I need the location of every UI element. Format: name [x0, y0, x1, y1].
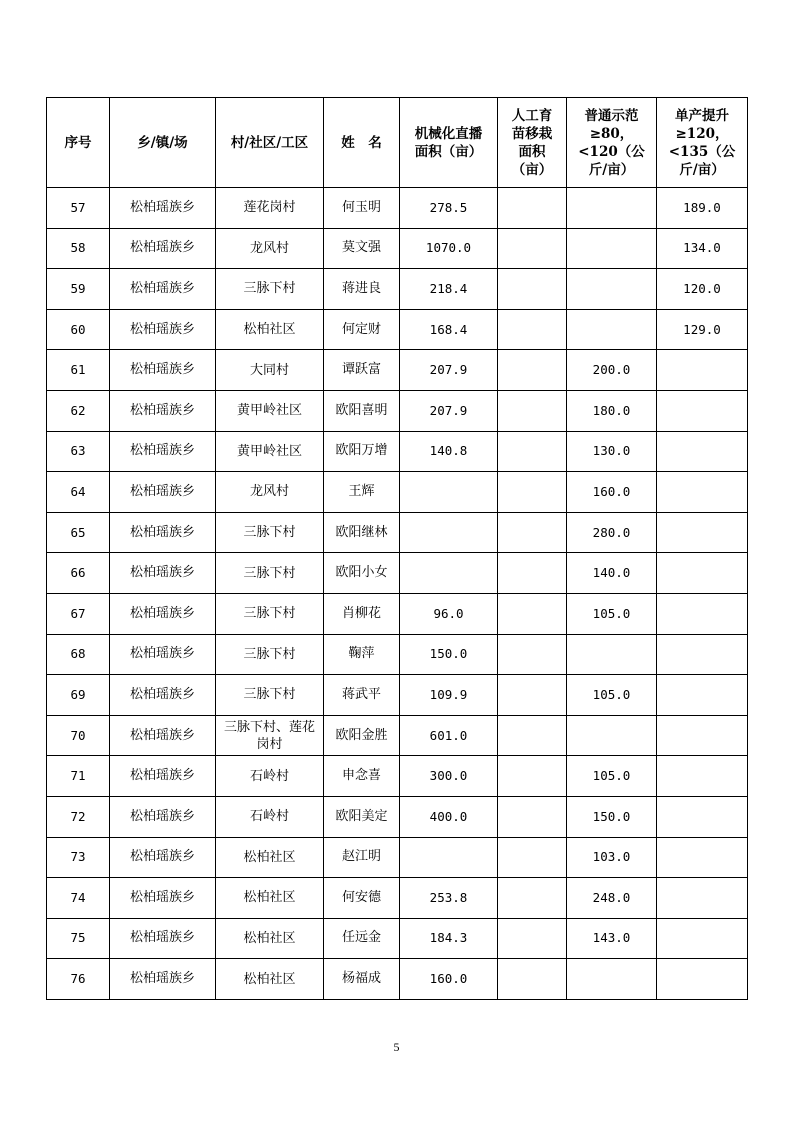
cell-standard-demo	[567, 959, 657, 1000]
cell-transplant-area	[498, 309, 567, 350]
table-row	[47, 390, 748, 431]
cell-mechanized-area: 400.0	[400, 796, 498, 837]
cell-standard-demo: 200.0	[567, 350, 657, 391]
cell-mechanized-area	[400, 512, 498, 553]
cell-transplant-area	[498, 837, 567, 878]
cell-township: 松柏瑶族乡	[110, 593, 216, 634]
cell-transplant-area	[498, 553, 567, 594]
cell-township: 松柏瑶族乡	[110, 959, 216, 1000]
cell-standard-demo: 143.0	[567, 918, 657, 959]
cell-name: 王辉	[324, 472, 400, 513]
cell-standard-demo: 160.0	[567, 472, 657, 513]
cell-index: 64	[47, 472, 110, 513]
cell-yield-increase	[657, 472, 748, 513]
header-standard-demo: 普通示范≥80，<120（公斤/亩）	[567, 98, 657, 188]
cell-mechanized-area: 168.4	[400, 309, 498, 350]
cell-transplant-area	[498, 228, 567, 269]
cell-yield-increase	[657, 512, 748, 553]
cell-index: 59	[47, 269, 110, 310]
header-transplant-area: 人工育苗移栽面积（亩）	[498, 98, 567, 188]
cell-township: 松柏瑶族乡	[110, 918, 216, 959]
cell-name: 欧阳小女	[324, 553, 400, 594]
cell-yield-increase: 134.0	[657, 228, 748, 269]
table-row	[47, 593, 748, 634]
cell-standard-demo: 248.0	[567, 878, 657, 919]
cell-mechanized-area	[400, 553, 498, 594]
cell-mechanized-area: 150.0	[400, 634, 498, 675]
cell-name: 蒋武平	[324, 675, 400, 716]
cell-index: 68	[47, 634, 110, 675]
cell-index: 63	[47, 431, 110, 472]
cell-mechanized-area: 278.5	[400, 188, 498, 229]
cell-village: 三脉下村	[216, 675, 324, 716]
cell-village: 松柏社区	[216, 959, 324, 1000]
table-row	[47, 553, 748, 594]
table-row	[47, 634, 748, 675]
header-name: 姓 名	[324, 98, 400, 188]
header-township: 乡/镇/场	[110, 98, 216, 188]
page-number: 5	[393, 1040, 400, 1054]
cell-yield-increase: 129.0	[657, 309, 748, 350]
cell-name: 何安德	[324, 878, 400, 919]
cell-transplant-area	[498, 350, 567, 391]
cell-index: 65	[47, 512, 110, 553]
cell-transplant-area	[498, 715, 567, 756]
cell-yield-increase	[657, 715, 748, 756]
table-body	[47, 188, 748, 1000]
cell-mechanized-area: 96.0	[400, 593, 498, 634]
cell-township: 松柏瑶族乡	[110, 878, 216, 919]
cell-transplant-area	[498, 431, 567, 472]
cell-village: 三脉下村	[216, 269, 324, 310]
cell-mechanized-area: 601.0	[400, 715, 498, 756]
cell-transplant-area	[498, 634, 567, 675]
cell-yield-increase	[657, 593, 748, 634]
cell-standard-demo: 105.0	[567, 675, 657, 716]
cell-standard-demo	[567, 715, 657, 756]
cell-standard-demo: 105.0	[567, 756, 657, 797]
cell-township: 松柏瑶族乡	[110, 837, 216, 878]
cell-transplant-area	[498, 878, 567, 919]
cell-name: 蒋进良	[324, 269, 400, 310]
cell-standard-demo: 140.0	[567, 553, 657, 594]
cell-mechanized-area: 253.8	[400, 878, 498, 919]
cell-mechanized-area: 218.4	[400, 269, 498, 310]
cell-standard-demo	[567, 228, 657, 269]
cell-village: 龙风村	[216, 472, 324, 513]
cell-mechanized-area: 109.9	[400, 675, 498, 716]
table-row	[47, 269, 748, 310]
cell-transplant-area	[498, 512, 567, 553]
cell-index: 66	[47, 553, 110, 594]
cell-name: 杨福成	[324, 959, 400, 1000]
cell-township: 松柏瑶族乡	[110, 796, 216, 837]
cell-township: 松柏瑶族乡	[110, 634, 216, 675]
cell-standard-demo: 150.0	[567, 796, 657, 837]
cell-index: 60	[47, 309, 110, 350]
cell-village: 三脉下村	[216, 553, 324, 594]
cell-village: 三脉下村	[216, 634, 324, 675]
cell-standard-demo	[567, 634, 657, 675]
cell-index: 70	[47, 715, 110, 756]
cell-standard-demo	[567, 269, 657, 310]
cell-name: 何玉明	[324, 188, 400, 229]
cell-yield-increase	[657, 837, 748, 878]
table-row	[47, 675, 748, 716]
table-row	[47, 309, 748, 350]
cell-township: 松柏瑶族乡	[110, 188, 216, 229]
cell-township: 松柏瑶族乡	[110, 390, 216, 431]
cell-village: 松柏社区	[216, 837, 324, 878]
cell-index: 75	[47, 918, 110, 959]
cell-village: 松柏社区	[216, 878, 324, 919]
cell-yield-increase: 189.0	[657, 188, 748, 229]
table-row	[47, 228, 748, 269]
header-row	[47, 98, 748, 188]
cell-name: 欧阳美定	[324, 796, 400, 837]
cell-village: 松柏社区	[216, 309, 324, 350]
cell-index: 61	[47, 350, 110, 391]
table-row	[47, 837, 748, 878]
cell-village: 三脉下村、莲花岗村	[216, 715, 324, 756]
cell-name: 任远金	[324, 918, 400, 959]
cell-yield-increase	[657, 675, 748, 716]
cell-yield-increase	[657, 796, 748, 837]
cell-village: 大同村	[216, 350, 324, 391]
header-mechanized-area: 机械化直播面积（亩）	[400, 98, 498, 188]
cell-village: 松柏社区	[216, 918, 324, 959]
table-row	[47, 431, 748, 472]
cell-index: 71	[47, 756, 110, 797]
cell-yield-increase	[657, 959, 748, 1000]
cell-name: 鞠萍	[324, 634, 400, 675]
table-row	[47, 188, 748, 229]
cell-yield-increase	[657, 350, 748, 391]
cell-name: 欧阳万增	[324, 431, 400, 472]
cell-name: 何定财	[324, 309, 400, 350]
cell-name: 欧阳继林	[324, 512, 400, 553]
cell-index: 73	[47, 837, 110, 878]
cell-standard-demo: 105.0	[567, 593, 657, 634]
header-yield-increase: 单产提升≥120，<135（公斤/亩）	[657, 98, 748, 188]
table-row	[47, 796, 748, 837]
cell-index: 62	[47, 390, 110, 431]
cell-name: 欧阳喜明	[324, 390, 400, 431]
cell-village: 莲花岗村	[216, 188, 324, 229]
cell-yield-increase	[657, 553, 748, 594]
cell-mechanized-area	[400, 472, 498, 513]
cell-yield-increase	[657, 634, 748, 675]
cell-yield-increase	[657, 390, 748, 431]
cell-transplant-area	[498, 390, 567, 431]
cell-index: 67	[47, 593, 110, 634]
cell-township: 松柏瑶族乡	[110, 269, 216, 310]
cell-mechanized-area: 184.3	[400, 918, 498, 959]
cell-transplant-area	[498, 918, 567, 959]
cell-township: 松柏瑶族乡	[110, 756, 216, 797]
cell-village: 石岭村	[216, 756, 324, 797]
cell-township: 松柏瑶族乡	[110, 431, 216, 472]
cell-mechanized-area: 1070.0	[400, 228, 498, 269]
cell-township: 松柏瑶族乡	[110, 715, 216, 756]
cell-village: 龙风村	[216, 228, 324, 269]
cell-transplant-area	[498, 269, 567, 310]
cell-mechanized-area: 160.0	[400, 959, 498, 1000]
cell-index: 69	[47, 675, 110, 716]
cell-transplant-area	[498, 796, 567, 837]
cell-village: 黄甲岭社区	[216, 431, 324, 472]
table-row	[47, 472, 748, 513]
cell-yield-increase	[657, 878, 748, 919]
cell-standard-demo: 280.0	[567, 512, 657, 553]
cell-standard-demo	[567, 309, 657, 350]
cell-township: 松柏瑶族乡	[110, 350, 216, 391]
cell-yield-increase	[657, 431, 748, 472]
cell-village: 黄甲岭社区	[216, 390, 324, 431]
cell-name: 欧阳金胜	[324, 715, 400, 756]
cell-transplant-area	[498, 675, 567, 716]
cell-township: 松柏瑶族乡	[110, 553, 216, 594]
cell-yield-increase	[657, 918, 748, 959]
cell-township: 松柏瑶族乡	[110, 512, 216, 553]
table-row	[47, 350, 748, 391]
cell-township: 松柏瑶族乡	[110, 228, 216, 269]
cell-mechanized-area: 207.9	[400, 390, 498, 431]
cell-township: 松柏瑶族乡	[110, 309, 216, 350]
cell-index: 57	[47, 188, 110, 229]
cell-transplant-area	[498, 188, 567, 229]
cell-transplant-area	[498, 959, 567, 1000]
header-village: 村/社区/工区	[216, 98, 324, 188]
cell-index: 58	[47, 228, 110, 269]
cell-standard-demo	[567, 188, 657, 229]
table-row	[47, 512, 748, 553]
cell-village: 石岭村	[216, 796, 324, 837]
data-table	[46, 97, 748, 1000]
cell-township: 松柏瑶族乡	[110, 472, 216, 513]
cell-name: 肖柳花	[324, 593, 400, 634]
cell-index: 76	[47, 959, 110, 1000]
table-row	[47, 715, 748, 756]
cell-index: 72	[47, 796, 110, 837]
table-row	[47, 918, 748, 959]
cell-mechanized-area	[400, 837, 498, 878]
cell-name: 谭跃富	[324, 350, 400, 391]
cell-transplant-area	[498, 472, 567, 513]
cell-yield-increase	[657, 756, 748, 797]
cell-mechanized-area: 300.0	[400, 756, 498, 797]
cell-village: 三脉下村	[216, 512, 324, 553]
cell-yield-increase: 120.0	[657, 269, 748, 310]
table-row	[47, 756, 748, 797]
cell-index: 74	[47, 878, 110, 919]
cell-transplant-area	[498, 756, 567, 797]
cell-village: 三脉下村	[216, 593, 324, 634]
table-row	[47, 959, 748, 1000]
cell-name: 赵江明	[324, 837, 400, 878]
cell-name: 莫文强	[324, 228, 400, 269]
cell-standard-demo: 180.0	[567, 390, 657, 431]
cell-transplant-area	[498, 593, 567, 634]
cell-mechanized-area: 207.9	[400, 350, 498, 391]
cell-mechanized-area: 140.8	[400, 431, 498, 472]
cell-township: 松柏瑶族乡	[110, 675, 216, 716]
header-index: 序号	[47, 98, 110, 188]
cell-name: 申念喜	[324, 756, 400, 797]
table-row	[47, 878, 748, 919]
cell-standard-demo: 103.0	[567, 837, 657, 878]
cell-standard-demo: 130.0	[567, 431, 657, 472]
